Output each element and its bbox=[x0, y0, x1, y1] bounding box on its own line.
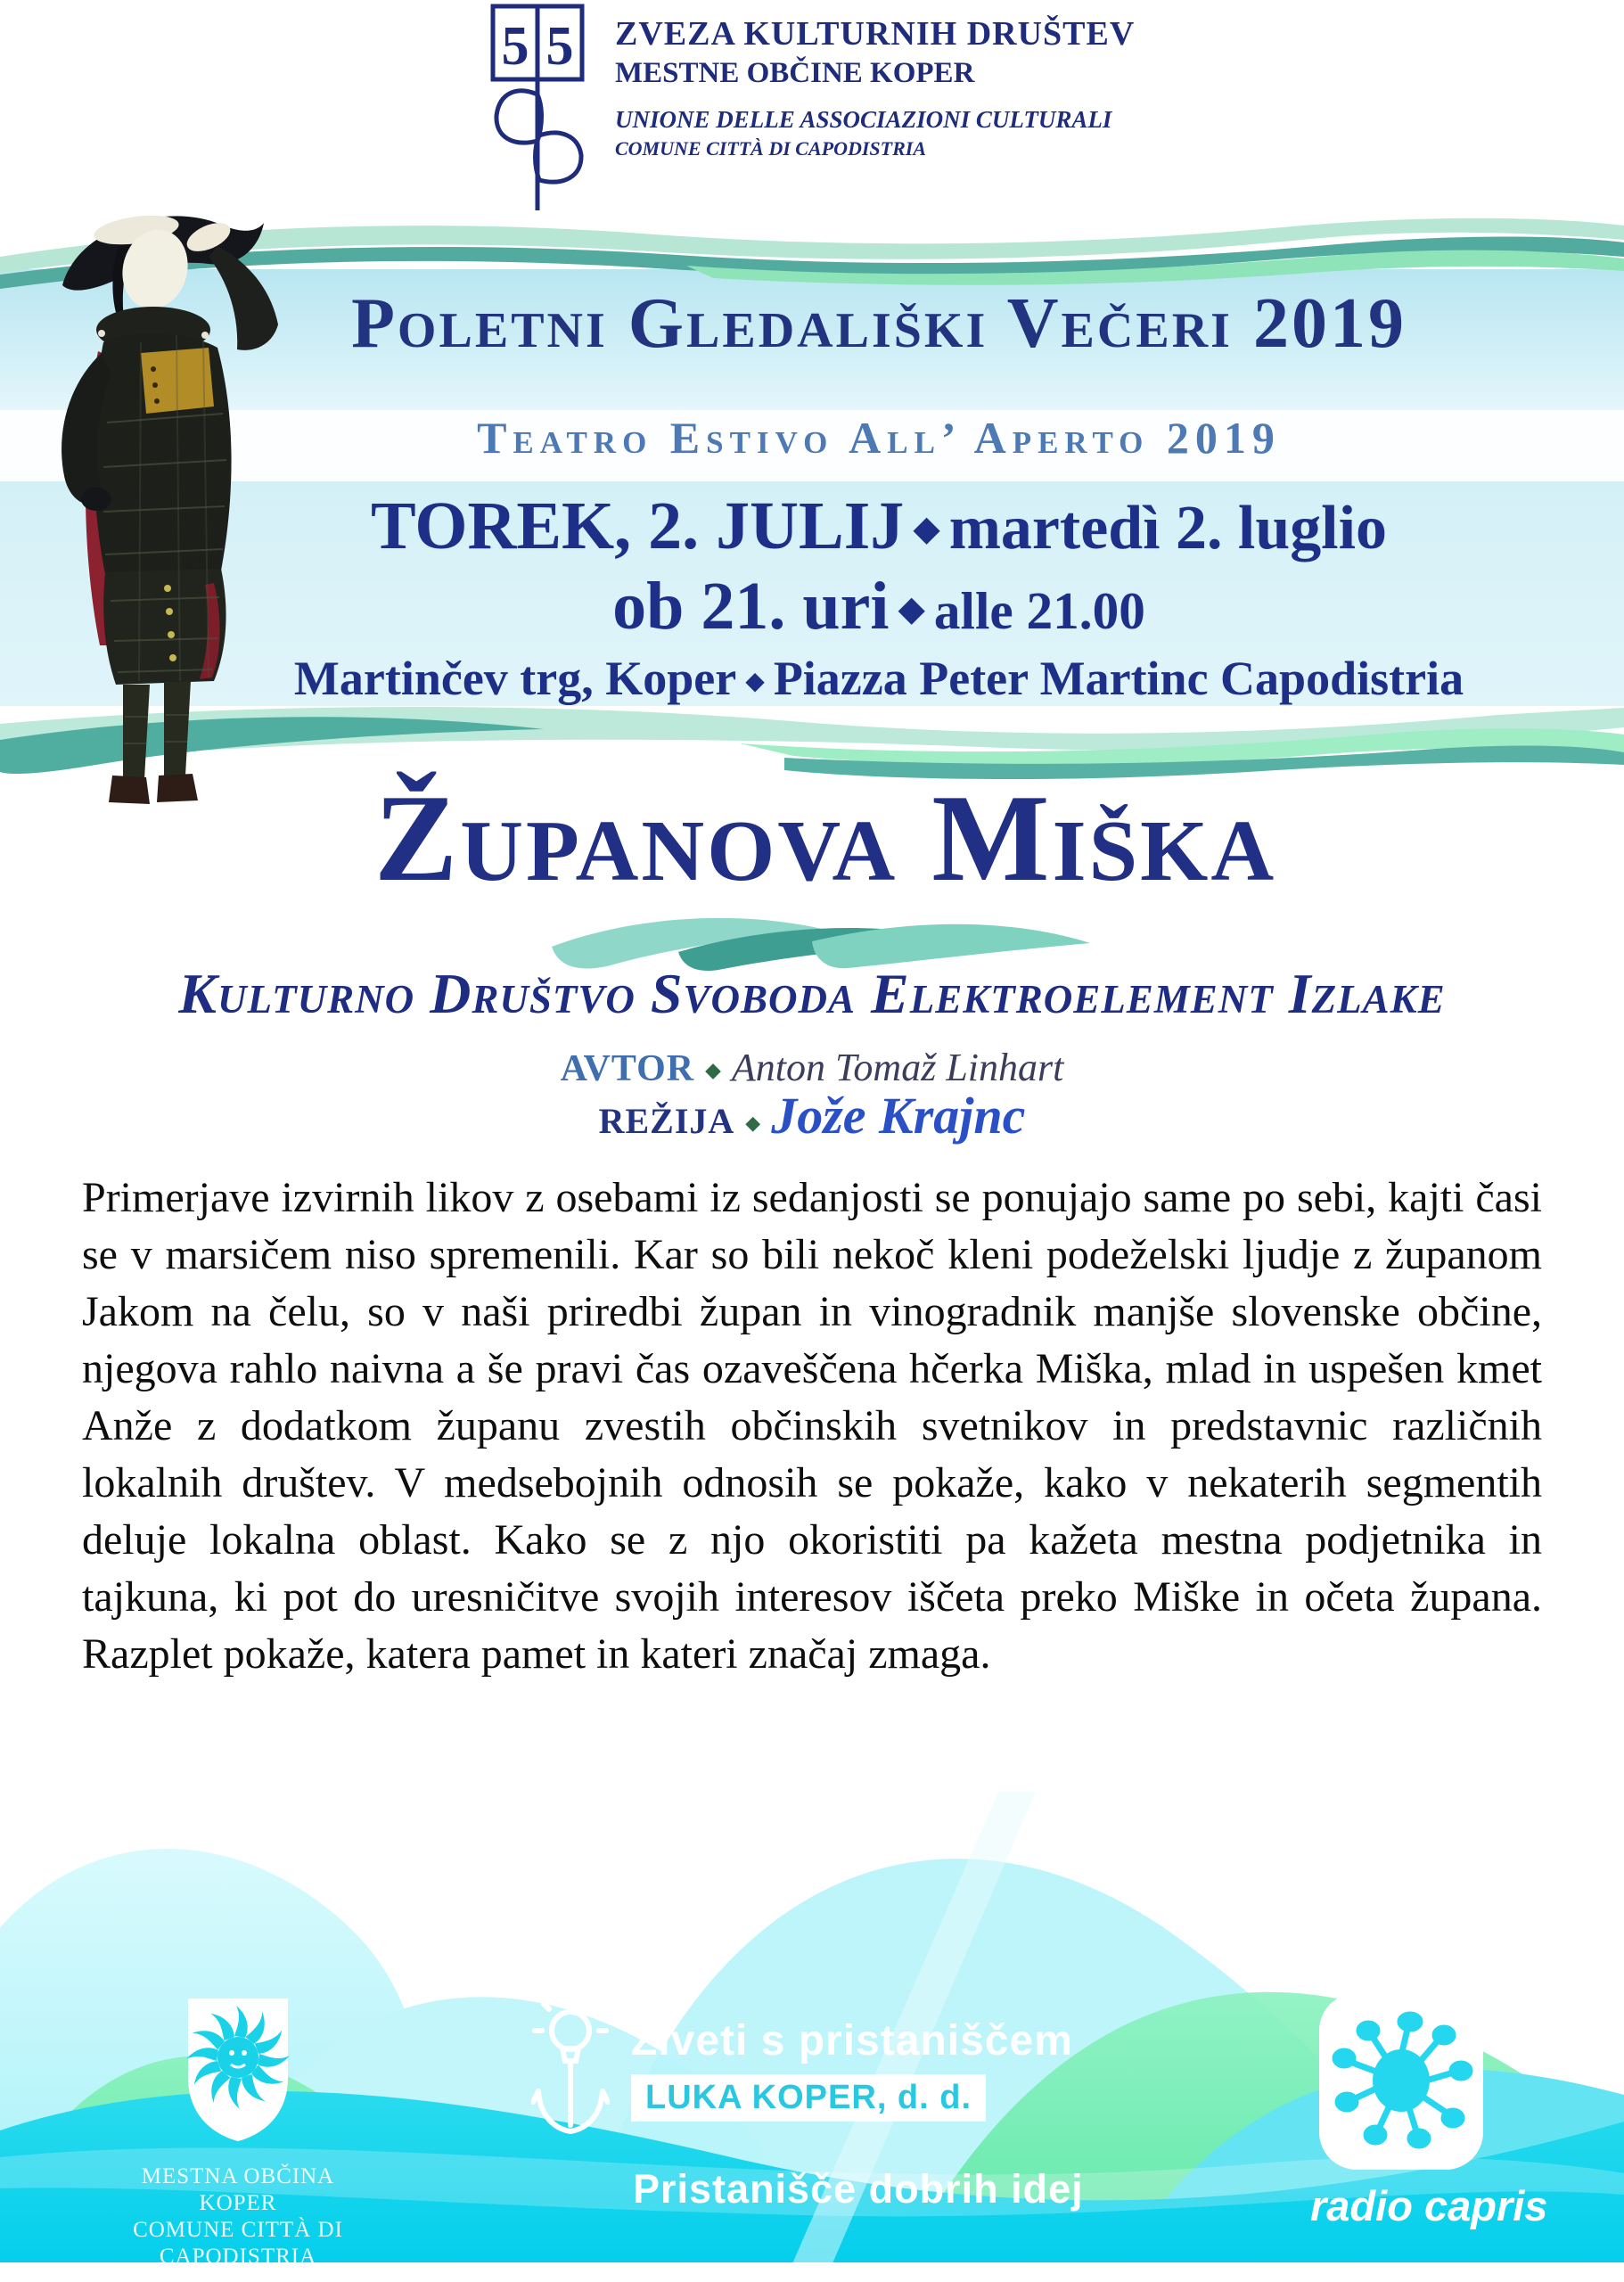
luka-slogan: Pristanišče dobrih idej bbox=[633, 2166, 1084, 2212]
time-slovenian: ob 21. uri bbox=[612, 569, 890, 644]
organizer-name-sl-line1: ZVEZA KULTURNIH DRUŠTEV bbox=[615, 15, 1136, 53]
zkd-book-flower-logo-icon bbox=[488, 2, 590, 214]
organizer-name-sl-line2: MESTNE OBČINE KOPER bbox=[615, 57, 975, 89]
company-name: Kulturno Društvo Svoboda Elektroelement Izlake bbox=[178, 962, 1446, 1025]
date-italian: martedì 2. luglio bbox=[948, 494, 1387, 562]
sun-shield-icon bbox=[185, 1993, 291, 2145]
series-title-slovenian: Poletni Gledališki Večeri 2019 bbox=[351, 284, 1407, 363]
luka-company-name: LUKA KOPER, d. d. bbox=[631, 2074, 986, 2122]
show-title: Županova Miška bbox=[373, 769, 1277, 907]
radio-capris-logo bbox=[1310, 1991, 1548, 2230]
author-name: Anton Tomaž Linhart bbox=[731, 1046, 1064, 1089]
diamond-separator-icon: ◆ bbox=[705, 1057, 721, 1081]
venue-line bbox=[134, 652, 1624, 705]
director-name: Jože Krajnc bbox=[771, 1087, 1026, 1145]
diamond-separator-icon: ◆ bbox=[913, 509, 940, 549]
synopsis-paragraph: Primerjave izvirnih likov z osebami iz sedanjosti se ponujajo same po sebi, kajti časi se v marsičem niso spremenili. Kar so bili nekoč kleni podeželski ljudje z županom Jakom na čelu, so v naši priredbi župan in vinogradnik manjše slovenske občine, njegova rahlo naivna a še pravi čas ozaveščena hčerka Miška, mlad in uspešen kmet Anže z dodatkom županu zvestih občinskih svetnikov in predstavnic različnih lokalnih društev. V medsebojnih odnosih se pokaže, kako v nekaterih segmentih deluje lokalna oblast. Kako se z njo okoristiti pa kažeta mestna podjetnika in tajkuna, ki pot do uresničitve svojih interesov iščeta preko Miške in očeta župana. Razplet pokaže, katera pamet in kateri značaj zmaga. bbox=[82, 1174, 1542, 1678]
author-label: AVTOR bbox=[560, 1048, 695, 1089]
harlequin-figurine-illustration bbox=[34, 200, 301, 810]
luka-tagline: Živeti s pristaniščem bbox=[631, 2017, 1073, 2064]
lightbulb-anchor-icon bbox=[531, 1991, 610, 2141]
koper-name-it: COMUNE CITTÀ DI CAPODISTRIA bbox=[133, 2218, 343, 2269]
organizer-name-it-line1: UNIONE DELLE ASSOCIAZIONI CULTURALI bbox=[615, 106, 1112, 133]
logo-digit-left: 5 bbox=[501, 16, 529, 77]
venue-italian: Piazza Peter Martinc Capodistria bbox=[773, 652, 1464, 705]
radio-capris-notes-icon bbox=[1317, 1991, 1485, 2171]
time-italian: alle 21.00 bbox=[933, 581, 1145, 640]
date-line bbox=[134, 488, 1624, 563]
director-label: REŽIJA bbox=[598, 1101, 735, 1141]
date-time-venue-block bbox=[134, 488, 1624, 705]
diamond-separator-icon: ◆ bbox=[898, 589, 925, 629]
date-slovenian: TOREK, 2. JULIJ bbox=[371, 488, 905, 563]
time-line bbox=[134, 569, 1624, 644]
diamond-separator-icon: ◆ bbox=[745, 1112, 761, 1135]
radio-capris-name: radio capris bbox=[1310, 2182, 1548, 2229]
koper-name-sl: MESTNA OBČINA KOPER bbox=[141, 2164, 335, 2215]
organizer-block bbox=[615, 14, 1135, 160]
koper-municipality-logo bbox=[125, 1993, 351, 2270]
logo-digit-right: 5 bbox=[545, 16, 574, 77]
series-title-italian: Teatro Estivo All’ Aperto 2019 bbox=[477, 413, 1281, 463]
luka-koper-logo bbox=[531, 1991, 1262, 2143]
author-credit-line bbox=[0, 1045, 1624, 1090]
diamond-separator-icon: ◆ bbox=[745, 667, 765, 695]
director-credit-line bbox=[0, 1086, 1624, 1145]
organizer-name-it-line2: COMUNE CITTÀ DI CAPODISTRIA bbox=[615, 137, 927, 160]
venue-slovenian: Martinčev trg, Koper bbox=[293, 652, 737, 705]
